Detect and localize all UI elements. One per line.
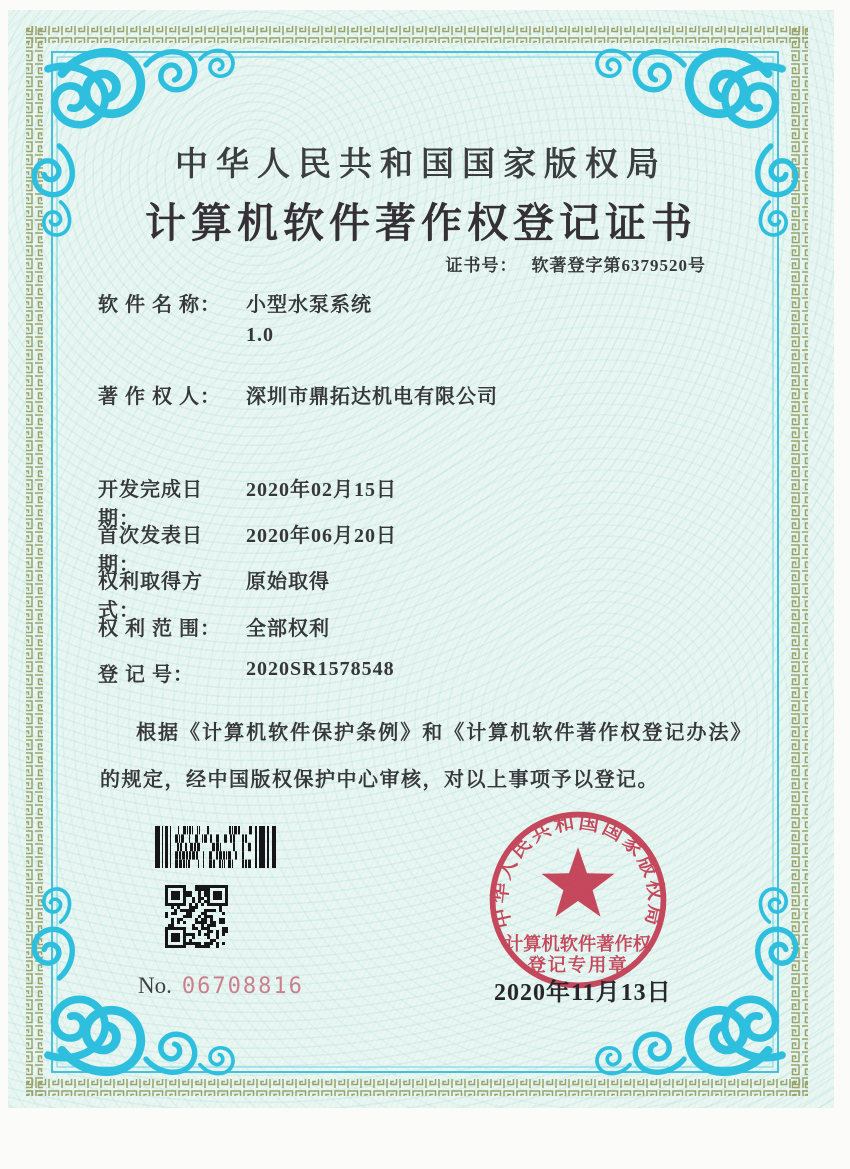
software-name: 小型水泵系统 [246,294,372,316]
serial-prefix: No. [138,973,172,998]
rights-acquisition: 原始取得 [246,571,330,593]
field-row-scope [98,612,330,641]
field-label: 权 利 范 围： [98,618,221,640]
official-seal [482,800,674,1000]
rights-scope: 全部权利 [246,618,330,640]
registration-statement: 根据《计算机软件保护条例》和《计算机软件著作权登记办法》的规定，经中国版权保护中心审核，对以上事项予以登记。 [100,722,752,791]
issue-date: 2020年11月13日 [494,980,672,1006]
greek-key-border-top [26,26,808,43]
field-label: 著 作 权 人： [98,386,221,408]
field-row-software-name [98,288,372,347]
certificate-number-label: 证书号： [445,256,518,275]
certificate-number-line [446,251,707,276]
seal-caption-line2: 登记专用章 [527,955,629,976]
certificate-paper [8,10,834,1108]
seal-ring-text: 中华人民共和国国家版权局 [489,811,667,931]
certificate-title: 计算机软件著作权登记证书 [145,200,697,246]
field-row-copyright-owner [98,380,498,409]
dev-complete-date: 2020年02月15日 [246,479,397,501]
barcode [155,826,277,868]
field-label: 登 记 号： [98,664,194,686]
serial-number: 06708816 [181,974,304,999]
field-label: 开发完成日期： [98,479,203,530]
copyright-owner: 深圳市鼎拓达机电有限公司 [246,386,498,408]
authority-title: 中华人民共和国国家版权局 [175,147,667,183]
software-version: 1.0 [246,324,274,346]
first-publish-date: 2020年06月20日 [246,525,397,547]
registration-number: 2020SR1578548 [246,658,395,680]
seal-caption-line1: 计算机软件著作权 [505,933,651,954]
field-value [246,288,372,347]
field-row-registration-no [98,658,395,687]
greek-key-border-bottom [26,1079,808,1096]
field-label: 软 件 名 称： [98,294,221,316]
serial-number-line [138,973,304,999]
qr-code [165,885,228,948]
field-label: 权利取得方式： [98,571,203,622]
star-icon [542,847,615,917]
field-label: 首次发表日期： [98,525,203,576]
certificate-number-value: 软著登字第6379520号 [531,256,706,275]
